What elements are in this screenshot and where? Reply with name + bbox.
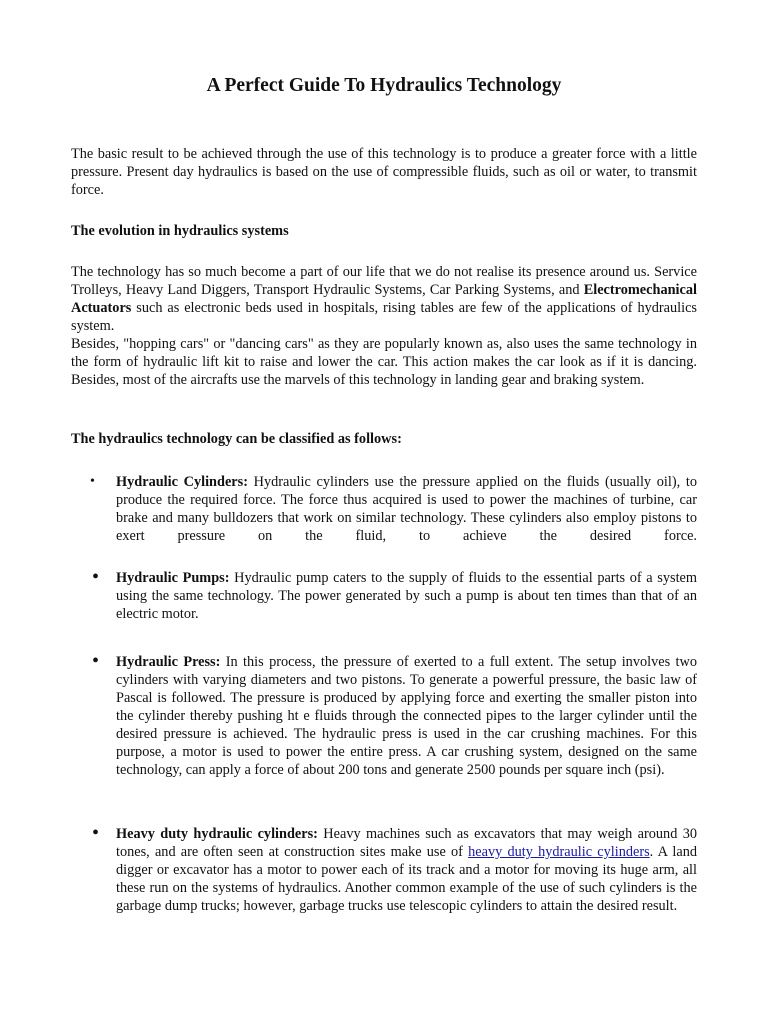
evolution-text-before: The technology has so much become a part of our life that we do not realise its presence around us. Service Trolleys, Heavy Land Diggers, Transport Hydraulic Systems, Car Parking Systems, and <box>71 264 697 298</box>
list-item-hydraulic-cylinders <box>116 473 697 545</box>
list-item-heavy-duty-cylinders <box>116 825 697 915</box>
classified-heading: The hydraulics technology can be classified as follows: <box>71 431 402 447</box>
list-item-label: Heavy duty hydraulic cylinders: <box>116 826 318 842</box>
list-item-text: Hydraulic pump caters to the supply of fluids to the essential parts of a system using the same technology. The power generated by such a pump is about ten times than that of an electric motor. <box>116 570 698 622</box>
list-item-label: Hydraulic Cylinders: <box>116 474 248 490</box>
bullet-icon: • <box>90 474 95 489</box>
list-item-text: Hydraulic cylinders use the pressure applied on the fluids (usually oil), to produce the required force. The force thus acquired is used to power the machines of turbine, car brake and many bulldozers that work on similar technology. These cylinders also employ pistons to exert pressure on the fluid, to achieve the desired force. <box>116 474 697 544</box>
evolution-heading: The evolution in hydraulics systems <box>71 223 289 239</box>
list-item-hydraulic-press <box>116 653 697 779</box>
list-item-label: Hydraulic Pumps: <box>116 570 230 586</box>
intro-paragraph: The basic result to be achieved through the use of this technology is to produce a greater force with a little pressure. Present day hydraulics is based on the use of compressible fluids, such as oil or water, to transmit force. <box>71 146 697 198</box>
evolution-paragraph-1 <box>71 263 697 335</box>
list-item-hydraulic-pumps <box>116 569 697 623</box>
document-title: A Perfect Guide To Hydraulics Technology <box>206 75 562 96</box>
bullet-icon: • <box>92 822 100 844</box>
evolution-paragraph-2: Besides, "hopping cars" or "dancing cars" as they are popularly known as, also uses the same technology in the form of hydraulic lift kit to raise and lower the car. This action makes the car look as if it is dancing. Besides, most of the aircrafts use the marvels of this technology in landing gear and braking system. <box>71 336 697 388</box>
heavy-duty-cylinders-link[interactable]: heavy duty hydraulic cylinders <box>468 844 650 860</box>
list-item-text-after: . A land digger or excavator has a motor to power each of its track and a motor for moving its huge arm, all these run on the systems of hydraulics. Another common example of the use of such cylinders is the garbage dump trucks; however, garbage trucks use telescopic cylinders to attain the desired result. <box>116 844 697 914</box>
list-item-text: In this process, the pressure of exerted to a full extent. The setup involves two cylinders with varying diameters and two pistons. To generate a powerful pressure, the basic law of Pascal is followed. The pressure is produced by applying force and exerting the smaller piston into the cylinder thereby pushing ht e fluids through the connected pipes to the larger cylinder until the desired pressure is achieved. The hydraulic press is used in the car crushing machines. For this purpose, a motor is used to power the entire press. A car crushing system, designed on the same technology, can apply a force of about 200 tons and generate 2500 pounds per square inch (psi). <box>116 654 697 778</box>
list-item-text-before: Heavy machines such as excavators that may weigh around 30 tones, and are often seen at construction sites make use of <box>116 826 698 860</box>
electromechanical-actuators-term: Electromechanical Actuators <box>71 282 697 316</box>
evolution-text-after: such as electronic beds used in hospitals, rising tables are few of the applications of hydraulics system. <box>71 300 697 334</box>
list-item-label: Hydraulic Press: <box>116 654 221 670</box>
bullet-icon: • <box>92 566 100 588</box>
bullet-icon: • <box>92 650 100 672</box>
